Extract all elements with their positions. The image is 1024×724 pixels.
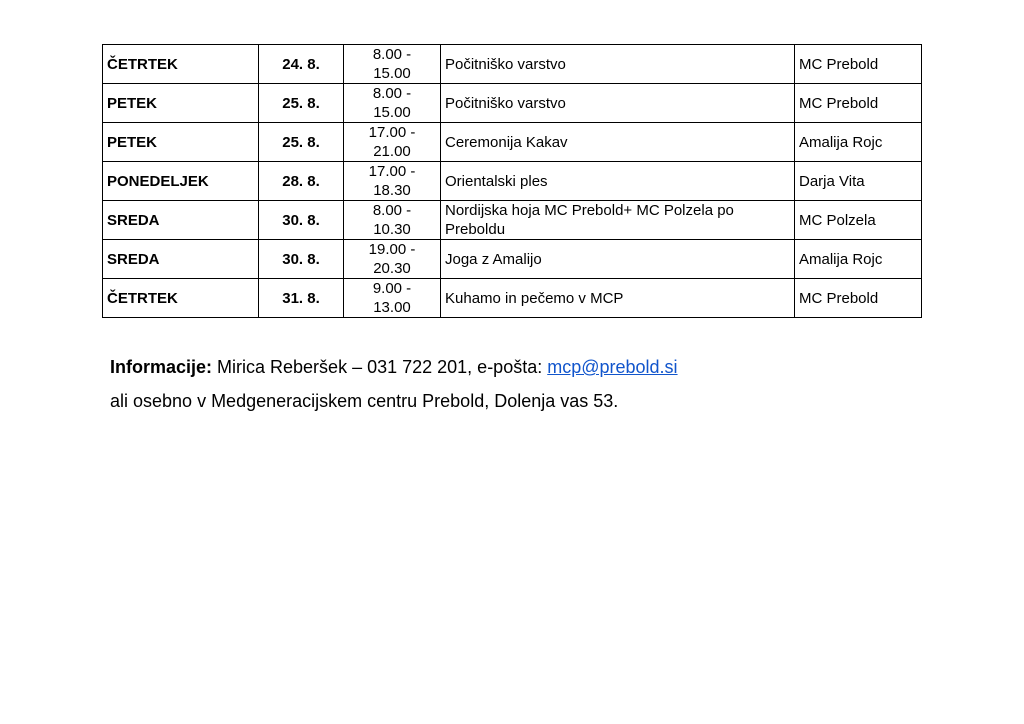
- address-line: ali osebno v Medgeneracijskem centru Prebold, Dolenja vas 53.: [110, 391, 619, 411]
- table-row: [103, 279, 922, 318]
- activity-cell: Kuhamo in pečemo v MCP: [441, 279, 795, 318]
- time-cell: [344, 279, 441, 318]
- activity-cell: Orientalski ples: [441, 162, 795, 201]
- date-cell: 28. 8.: [259, 162, 344, 201]
- place-cell: Darja Vita: [795, 162, 922, 201]
- time-start: 9.00 -: [372, 280, 412, 297]
- place-cell: Amalija Rojc: [795, 123, 922, 162]
- activity-cell: Joga z Amalijo: [441, 240, 795, 279]
- day-cell: ČETRTEK: [103, 45, 259, 84]
- day-cell: PONEDELJEK: [103, 162, 259, 201]
- table-row: [103, 162, 922, 201]
- time-start: 8.00 -: [372, 46, 412, 63]
- day-cell: ČETRTEK: [103, 279, 259, 318]
- date-cell: 25. 8.: [259, 84, 344, 123]
- info-label: Informacije:: [110, 357, 213, 377]
- date-cell: 30. 8.: [259, 240, 344, 279]
- time-end: 15.00: [373, 104, 411, 121]
- schedule-table: [102, 44, 922, 318]
- time-cell: [344, 123, 441, 162]
- time-end: 21.00: [373, 143, 411, 160]
- day-cell: SREDA: [103, 240, 259, 279]
- date-cell: 31. 8.: [259, 279, 344, 318]
- day-cell: PETEK: [103, 84, 259, 123]
- time-start: 17.00 -: [368, 124, 416, 141]
- time-end: 10.30: [373, 221, 411, 238]
- day-cell: PETEK: [103, 123, 259, 162]
- table-row: [103, 45, 922, 84]
- contact-text: Mirica Reberšek – 031 722 201, e-pošta:: [212, 357, 548, 377]
- time-start: 17.00 -: [368, 163, 416, 180]
- place-cell: Amalija Rojc: [795, 240, 922, 279]
- time-cell: [344, 45, 441, 84]
- day-cell: SREDA: [103, 201, 259, 240]
- time-end: 20.30: [373, 260, 411, 277]
- place-cell: MC Prebold: [795, 84, 922, 123]
- activity-cell: Počitniško varstvo: [441, 84, 795, 123]
- table-row: [103, 240, 922, 279]
- time-cell: [344, 201, 441, 240]
- contact-info: [110, 350, 678, 418]
- time-start: 8.00 -: [372, 202, 412, 219]
- time-end: 18.30: [373, 182, 411, 199]
- table-row: [103, 84, 922, 123]
- place-cell: MC Polzela: [795, 201, 922, 240]
- activity-cell: Ceremonija Kakav: [441, 123, 795, 162]
- email-link[interactable]: mcp@prebold.si: [547, 357, 678, 377]
- place-cell: MC Prebold: [795, 45, 922, 84]
- time-cell: [344, 84, 441, 123]
- table-row: [103, 123, 922, 162]
- time-end: 13.00: [373, 299, 411, 316]
- contact-line: [110, 350, 678, 384]
- time-start: 19.00 -: [368, 241, 416, 258]
- activity-cell: Počitniško varstvo: [441, 45, 795, 84]
- date-cell: 30. 8.: [259, 201, 344, 240]
- time-cell: [344, 240, 441, 279]
- table-row: [103, 201, 922, 240]
- time-end: 15.00: [373, 65, 411, 82]
- time-cell: [344, 162, 441, 201]
- date-cell: 25. 8.: [259, 123, 344, 162]
- time-start: 8.00 -: [372, 85, 412, 102]
- date-cell: 24. 8.: [259, 45, 344, 84]
- activity-cell: Nordijska hoja MC Prebold+ MC Polzela po Preboldu: [441, 201, 795, 240]
- place-cell: MC Prebold: [795, 279, 922, 318]
